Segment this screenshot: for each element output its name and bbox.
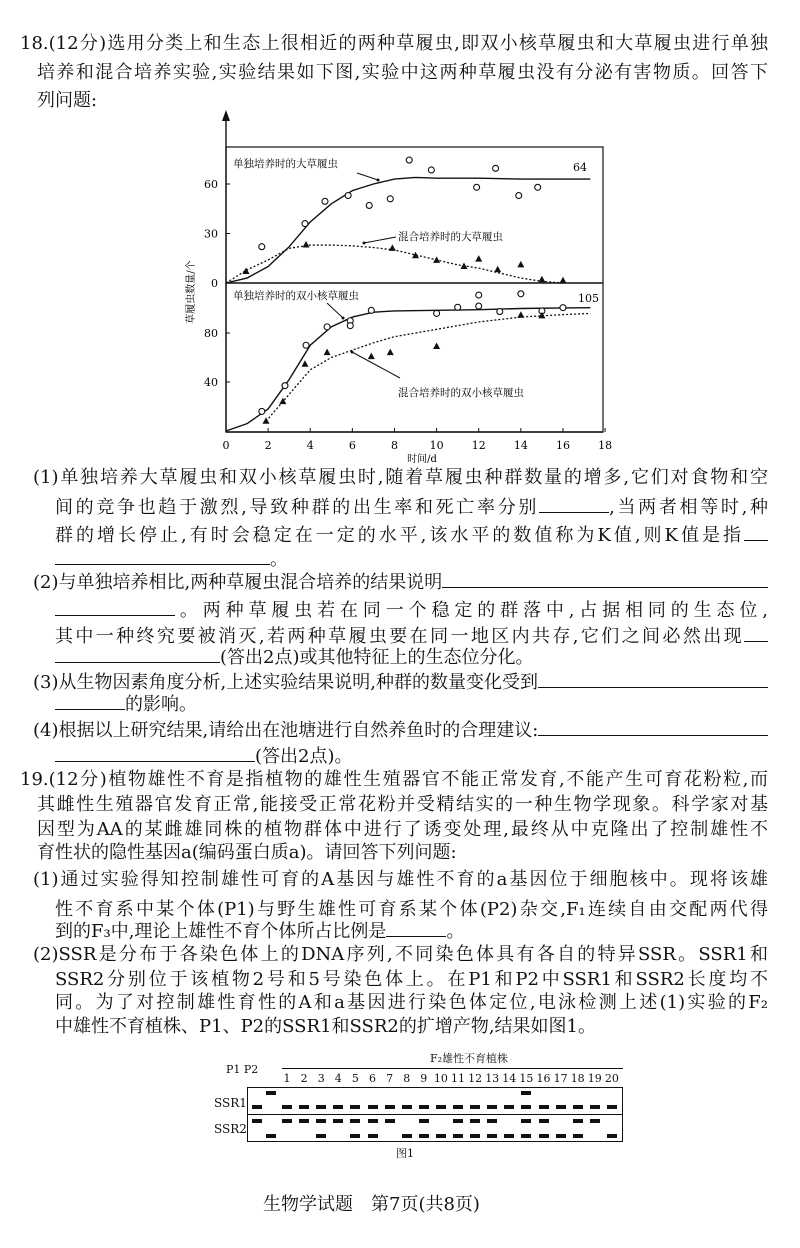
data-point-circle [345,193,351,199]
answer-blank[interactable] [538,719,768,736]
data-point-triangle [517,311,524,318]
gel-band [573,1105,583,1109]
text: (2)与单独培养相比,两种草履虫混合培养的结果说明 [33,572,443,593]
q18-intro-line: 列问题: [37,90,98,111]
lane-label: 4 [334,1072,342,1085]
x-tick-label: 12 [471,439,486,452]
lane-label: 15 [519,1072,534,1085]
lane-label: 19 [587,1072,602,1085]
gel-band [385,1105,395,1109]
gel-band [350,1119,360,1123]
x-tick-label: 6 [348,439,356,452]
series-annotation: 单独培养时的双小核草履虫 [233,290,359,302]
data-point-circle [324,324,330,330]
answer-blank[interactable] [55,693,125,710]
gel-band [252,1105,262,1109]
q18-4-line [33,719,768,743]
gel-band [402,1134,412,1138]
data-point-circle [347,323,353,329]
data-point-circle [259,244,265,250]
gel-band [266,1091,276,1095]
lane-label: 11 [451,1072,465,1085]
annotation-arrow [357,173,378,180]
data-point-circle [368,307,374,313]
gel-band [573,1134,583,1138]
series-annotation: 单独培养时的大草履虫 [233,158,338,170]
answer-blank[interactable] [538,671,768,688]
end-value-label: 105 [578,292,599,305]
gel-band [504,1105,514,1109]
data-point-triangle [517,261,524,268]
gel-band [539,1105,549,1109]
answer-blank[interactable] [386,920,446,937]
gel-band [316,1105,326,1109]
annotation-arrow [327,303,343,318]
data-point-circle [455,304,461,310]
lane-label: 5 [351,1072,359,1085]
q18-1-line [55,524,768,548]
data-point-triangle [433,342,440,349]
data-point-circle [476,303,482,309]
lane-label: 9 [420,1072,428,1085]
text: 。两种草履虫若在同一个稳定的群落中,占据相同的生态位, [175,600,768,621]
gel-band [368,1134,378,1138]
figure1-title: F₂雄性不育植株 [430,1052,509,1065]
gel-band [573,1119,583,1123]
y-tick-label: 80 [204,327,218,340]
data-point-circle [387,196,393,202]
q19-1-line: 性不育系中某个体(P1)与野生雄性可育系某个体(P2)杂交,F₁连续自由交配两代得 [55,899,768,920]
data-point-triangle [243,267,250,274]
gel-band [266,1134,276,1138]
data-point-circle [259,408,265,414]
data-point-circle [434,310,440,316]
text: ,当两者相等时,种 [609,497,768,518]
x-tick-label: 0 [222,439,230,452]
gel-band [504,1134,514,1138]
gel-band [282,1119,292,1123]
gel-divider [247,1114,623,1115]
q19-intro-line: 育性状的隐性基因a(编码蛋白质a)。请回答下列问题: [37,842,457,863]
answer-blank[interactable] [55,599,175,616]
q18-2-line [33,571,768,595]
q18-1-line [55,496,768,520]
y-axis-arrow [222,110,230,121]
answer-blank[interactable] [744,524,768,541]
gel-band [607,1134,617,1138]
text: (4)根据以上研究结果,请给出在池塘进行自然养鱼时的合理建议: [33,720,539,741]
answer-blank[interactable] [442,571,768,588]
lane-label: 14 [502,1072,517,1085]
text: 。 [446,921,465,942]
gel-band [368,1119,378,1123]
parent-p1: P1 [226,1063,241,1076]
x-tick-label: 14 [513,439,528,452]
x-tick-label: 18 [598,439,613,452]
gel-band [419,1134,429,1138]
gel-band [453,1105,463,1109]
gel-band [521,1091,531,1095]
text: 。 [270,549,288,570]
x-axis-label: 时间/d [407,454,437,465]
gel-band [316,1134,326,1138]
answer-blank[interactable] [539,496,609,513]
gel-band [521,1105,531,1109]
lane-label: 13 [485,1072,500,1085]
data-point-triangle [460,263,467,270]
annotation-arrow [352,352,400,378]
gel-band [299,1119,309,1123]
q19-1-line [55,920,464,944]
q19-2-line: 中雄性不育植株、P1、P2的SSR1和SSR2的扩增产物,结果如图1。 [55,1016,596,1037]
gel-band [487,1105,497,1109]
figure1-caption: 图1 [396,1147,414,1160]
annotation-arrowhead [377,179,380,182]
text: (答出2点)或其他特征上的生态位分化。 [220,647,534,668]
gel-band [470,1105,480,1109]
data-point-circle [366,202,372,208]
data-point-circle [302,221,308,227]
q18-3-line [33,671,768,695]
gel-band [436,1134,446,1138]
gel-band [402,1105,412,1109]
text: 其中一种终究要被消灭,若两种草履虫要在同一地区内共存,它们之间必然出现 [55,626,744,647]
data-point-circle [493,165,499,171]
gel-band [590,1119,600,1123]
data-point-circle [282,383,288,389]
parent-p2: P2 [243,1063,259,1076]
q19-1-line: (1)通过实验得知控制雄性可育的A基因与雄性不育的a基因位于细胞核中。现将该雄 [33,869,768,890]
text: 间的竞争也趋于激烈,导致种群的出生率和死亡率分别 [55,497,540,518]
answer-blank[interactable] [55,548,270,565]
gel-band [436,1105,446,1109]
gel-band [556,1134,566,1138]
q19-intro-line: 因型为AA的某雌雄同株的植物群体中进行了诱变处理,最终从中克隆出了控制雄性不 [37,819,768,840]
data-point-circle [560,305,566,311]
x-tick-label: 16 [555,439,570,452]
data-point-circle [535,184,541,190]
text: 群的增长停止,有时会稳定在一定的水平,该水平的数值称为K值,则K值是指 [55,525,744,546]
q19-2-line: SSR2分别位于该植物2号和5号染色体上。在P1和P2中SSR1和SSR2长度均不 [55,969,768,990]
gel-band [419,1119,429,1123]
q18-intro-line: 培养和混合培养实验,实验结果如下图,实验中这两种草履虫没有分泌有害物质。回答下 [37,62,768,83]
lane-label: 7 [386,1072,394,1085]
x-tick-label: 4 [306,439,314,452]
annotation-arrowhead [363,242,366,245]
gel-band [350,1105,360,1109]
series-curve [266,313,590,421]
gel-band [556,1105,566,1109]
gel-band [607,1105,617,1109]
q18-intro-line: 18.(12分)选用分类上和生态上很相近的两种草履虫,即双小核草履虫和大草履虫进行单独 [20,33,768,54]
annotation-arrow [364,237,396,243]
gel-band [487,1119,497,1123]
gel-band [419,1105,429,1109]
series-annotation: 混合培养时的大草履虫 [398,231,503,243]
data-point-circle [406,157,412,163]
answer-blank[interactable] [55,745,255,762]
data-point-circle [303,342,309,348]
lane-label: 12 [468,1072,483,1085]
lane-label: 10 [433,1072,448,1085]
data-point-triangle [387,349,394,356]
row-label-ssr1: SSR1 [214,1096,247,1110]
gel-band [368,1105,378,1109]
gel-band [539,1134,549,1138]
end-value-label: 64 [573,161,587,174]
text: 到的F₃中,理论上雄性不育个体所占比例是 [55,921,387,942]
lane-label: 2 [300,1072,308,1085]
data-point-circle [516,193,522,199]
lane-label: 3 [317,1072,325,1085]
gel-band [282,1105,292,1109]
q18-3-line [55,693,197,717]
data-point-circle [428,167,434,173]
series-curve [226,308,590,431]
text: 的影响。 [125,694,197,715]
data-point-triangle [538,276,545,283]
data-point-triangle [301,360,308,367]
y-tick-label: 60 [204,178,218,191]
lane-label: 1 [283,1072,291,1085]
gel-band [590,1105,600,1109]
gel-band [453,1119,463,1123]
q18-2-line [55,646,534,670]
data-point-triangle [263,417,270,424]
y-tick-label: 0 [211,277,218,290]
lane-label: 16 [536,1072,551,1085]
q18-2-line [55,599,768,623]
data-point-triangle [559,277,566,284]
q19-intro-line: 其雌性生殖器官发育正常,能接受正常花粉并受精结实的一种生物学现象。科学家对基 [37,794,768,815]
gel-band [539,1119,549,1123]
figure1-bracket-line [282,1068,623,1069]
gel-band [350,1134,360,1138]
gel-band [521,1134,531,1138]
data-point-circle [476,292,482,298]
gel-band [470,1119,480,1123]
data-point-triangle [324,349,331,356]
row-label-ssr2: SSR2 [214,1122,247,1136]
gel-band [470,1134,480,1138]
y-tick-label: 30 [204,227,218,241]
annotation-arrowhead [351,351,354,354]
q18-1-line: (1)单独培养大草履虫和双小核草履虫时,随着草履虫种群数量的增多,它们对食物和空 [33,467,768,488]
x-tick-label: 8 [390,439,398,452]
gel-band [487,1134,497,1138]
page-footer: 生物学试题 第7页(共8页) [263,1194,480,1215]
data-point-triangle [494,266,501,273]
lane-label: 8 [403,1072,411,1085]
lane-label: 20 [604,1072,619,1085]
lane-label: 18 [570,1072,585,1085]
x-tick-label: 2 [264,439,272,452]
q18-4-line [55,745,353,769]
text: (答出2点)。 [255,746,353,767]
data-point-triangle [303,241,310,248]
data-point-triangle [475,255,482,262]
figure1-parents [226,1063,258,1076]
lane-label: 17 [553,1072,568,1085]
data-point-circle [474,184,480,190]
y-axis-label: 草履虫数量/个 [186,260,197,324]
data-point-triangle [368,353,375,360]
q18-1-line [55,548,288,572]
q19-2-line: (2)SSR是分布于各染色体上的DNA序列,不同染色体具有各自的特异SSR。SSR1和 [33,944,768,965]
series-annotation: 混合培养时的双小核草履虫 [398,387,524,399]
data-point-triangle [389,244,396,251]
gel-band [333,1119,343,1123]
gel-band [299,1105,309,1109]
gel-band [333,1105,343,1109]
data-point-circle [497,309,503,315]
gel-band [252,1119,262,1123]
gel-band [521,1119,531,1123]
q19-intro-line: 19.(12分)植物雄性不育是指植物的雄性生殖器官不能正常发育,不能产生可育花粉粒,而 [20,769,768,790]
y-tick-label: 40 [204,376,218,389]
annotation-arrowhead [342,317,345,320]
answer-blank[interactable] [744,625,768,642]
answer-blank[interactable] [55,646,220,663]
gel-band [316,1119,326,1123]
data-point-circle [322,198,328,204]
gel-band [453,1134,463,1138]
text: (3)从生物因素角度分析,上述实验结果说明,种群的数量变化受到 [33,672,538,693]
gel-band [385,1119,395,1123]
data-point-circle [518,291,524,297]
lane-label: 6 [369,1072,376,1085]
q19-2-line: 同。为了对控制雄性育性的A和a基因进行染色体定位,电泳检测上述(1)实验的F₂ [55,992,768,1013]
data-point-triangle [433,256,440,263]
x-tick-label: 10 [429,439,444,452]
